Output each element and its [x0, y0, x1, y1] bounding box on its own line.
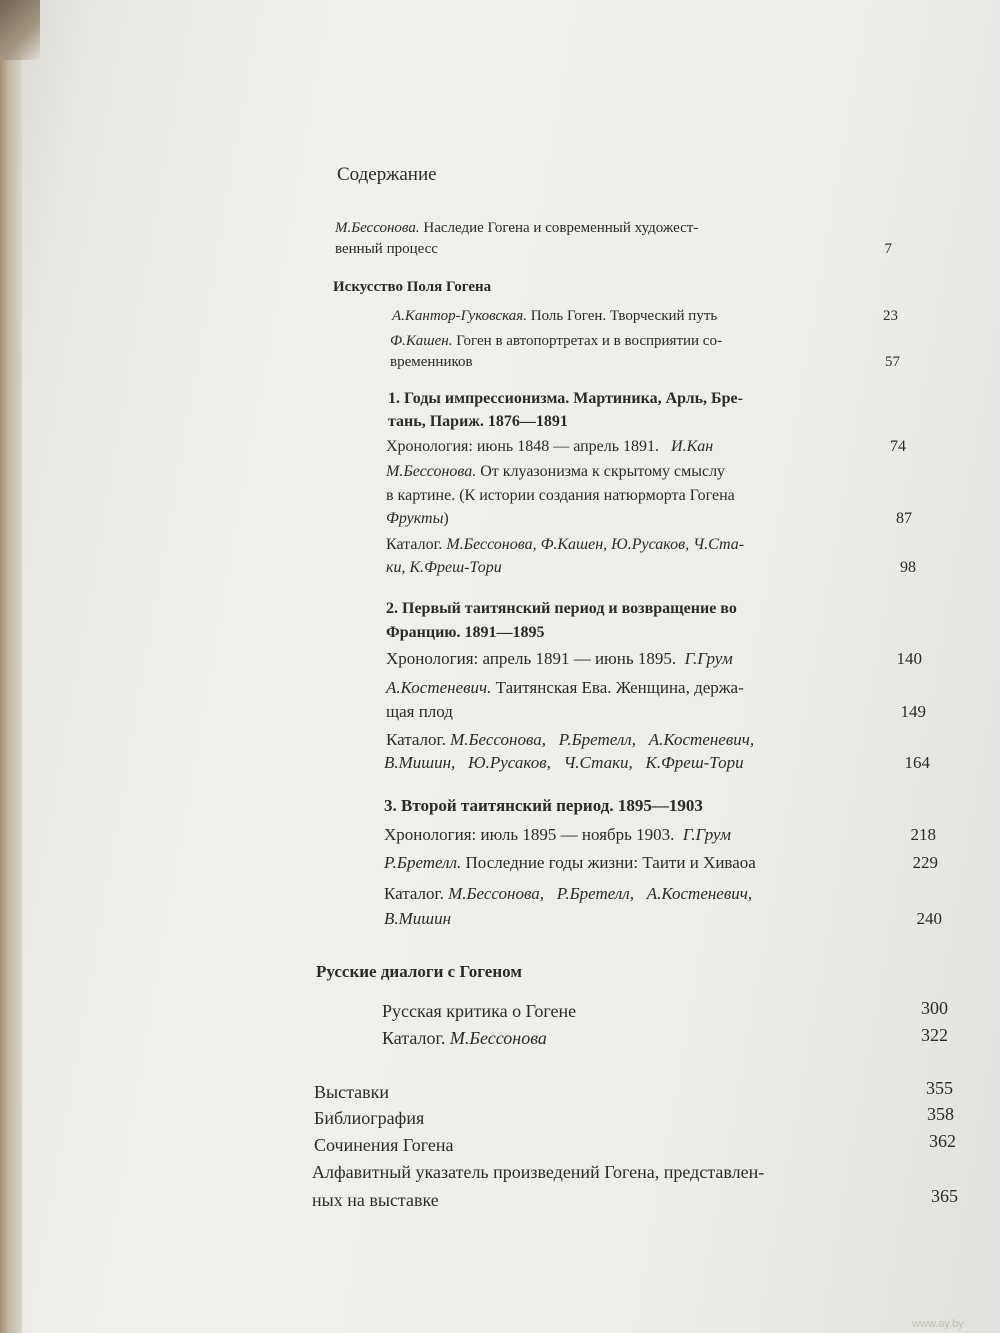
toc-entry-kostenevich-line1 — [386, 678, 744, 698]
entry-author: А.Кантор-Гуковская. — [392, 308, 527, 324]
entry-text: Хронология: июнь 1848 — апрель 1891. — [386, 438, 660, 455]
toc-entry-bessonova-line2: в картине. (К истории создания натюрморта Гогена — [386, 487, 735, 504]
entry-author: М.Бессонова. — [335, 220, 420, 236]
entry-label: Каталог. — [386, 536, 443, 553]
page-number: 355 — [926, 1078, 953, 1098]
entry-text: Поль Гоген. Творческий путь — [530, 308, 718, 324]
entry-text: Гоген в автопортретах и в восприятии со- — [456, 333, 722, 349]
page-number: 57 — [885, 354, 900, 370]
entry-author: Ф.Кашен. — [390, 333, 453, 349]
book-cover-corner — [0, 0, 40, 60]
page-number: 240 — [916, 909, 942, 928]
toc-entry-chronology-1 — [386, 438, 713, 456]
entry-text: Таитянская Ева. Женщина, держа- — [495, 678, 744, 697]
toc-entry-catalog1-line2: ки, К.Фреш-Тори — [386, 559, 502, 576]
entry-text: Хронология: июль 1895 — ноябрь 1903. — [384, 825, 675, 844]
toc-entry-catalog-russian — [382, 1028, 547, 1049]
toc-entry-catalog2-line1 — [386, 730, 754, 750]
page-number: 358 — [927, 1104, 954, 1124]
entry-label: Каталог. — [382, 1028, 446, 1048]
page-number: 140 — [896, 649, 922, 668]
entry-label: Каталог. — [386, 730, 446, 749]
toc-entry-russian-critique: Русская критика о Гогене — [382, 1001, 577, 1021]
entry-authors: М.Бессонова, Р.Бретелл, А.Костеневич, — [450, 730, 755, 749]
entry-authors: М.Бессонова, Ф.Кашен, Ю.Русаков, Ч.Ста- — [446, 536, 745, 553]
page-number: 149 — [900, 702, 926, 721]
page-number: 218 — [910, 825, 936, 844]
toc-entry-intro-line1 — [335, 220, 698, 237]
chapter1-heading-line2: тань, Париж. 1876—1891 — [388, 413, 568, 430]
page-number: 365 — [931, 1186, 958, 1206]
section-heading-part1: Искусство Поля Гогена — [333, 279, 492, 295]
toc-entry-chronology-2 — [386, 649, 733, 669]
page-number: 7 — [884, 241, 892, 257]
entry-author: И.Кан — [671, 438, 714, 455]
toc-entry-bibliography: Библиография — [314, 1108, 425, 1128]
section-heading-part2: Русские диалоги с Гогеном — [316, 962, 522, 981]
toc-entry-catalog3-line2: В.Мишин — [384, 909, 452, 928]
chapter2-heading-line2: Францию. 1891—1895 — [386, 624, 545, 641]
toc-entry-cachin-line2: временников — [390, 354, 473, 370]
toc-entry-kostenevich-line2: щая плод — [386, 702, 453, 721]
page-number: 322 — [921, 1025, 948, 1045]
page-number: 74 — [890, 438, 906, 455]
toc-entry-cantor — [392, 308, 717, 325]
page-number: 229 — [912, 853, 938, 872]
toc-title: Содержание — [337, 164, 437, 185]
entry-authors: М.Бессонова, Р.Бретелл, А.Костеневич, — [448, 884, 753, 903]
entry-author: Г.Грум — [684, 649, 733, 668]
entry-text: Последние годы жизни: Таити и Хиваоа — [465, 853, 756, 872]
toc-entry-bretell — [384, 853, 756, 873]
page-number: 87 — [896, 510, 912, 527]
entry-text: Наследие Гогена и современный художест- — [423, 220, 699, 236]
page-number: 23 — [883, 308, 898, 324]
page-number: 164 — [904, 753, 930, 772]
watermark: www.ay.by — [912, 1318, 964, 1330]
page-number: 98 — [900, 559, 916, 576]
entry-author: М.Бессонова. — [386, 463, 477, 480]
entry-text: От клуазонизма к скрытому смыслу — [480, 463, 726, 480]
toc-entry-cachin-line1 — [390, 333, 722, 350]
entry-author: Р.Бретелл. — [384, 853, 462, 872]
toc-entry-catalog1-line1 — [386, 536, 744, 554]
chapter2-heading-line1: 2. Первый таитянский период и возвращение во — [386, 600, 737, 617]
toc-entry-index-line2: ных на выставке — [312, 1190, 439, 1210]
toc-entry-intro-line2: венный процесс — [335, 241, 438, 257]
chapter1-heading-line1: 1. Годы импрессионизма. Мартиника, Арль, Бре- — [388, 390, 743, 407]
artwork-title: Фрукты — [386, 510, 444, 527]
entry-author: Г.Грум — [682, 825, 731, 844]
toc-entry-gauguin-writings: Сочинения Гогена — [314, 1135, 454, 1155]
toc-entry-bessonova-line3 — [386, 510, 449, 528]
entry-label: Каталог. — [384, 884, 444, 903]
toc-entry-catalog2-line2: В.Мишин, Ю.Русаков, Ч.Стаки, К.Фреш-Тори — [384, 753, 744, 772]
entry-author: М.Бессонова — [449, 1028, 547, 1048]
entry-text: ) — [443, 510, 449, 527]
entry-text: Хронология: апрель 1891 — июнь 1895. — [386, 649, 677, 668]
book-cover-edge — [0, 0, 22, 1333]
page-number: 300 — [921, 998, 948, 1018]
toc-entry-catalog3-line1 — [384, 884, 752, 904]
toc-entry-index-line1: Алфавитный указатель произведений Гогена, представлен- — [312, 1162, 765, 1182]
page-number: 362 — [929, 1131, 956, 1151]
toc-entry-chronology-3 — [384, 825, 731, 845]
chapter3-heading: 3. Второй таитянский период. 1895—1903 — [384, 796, 703, 815]
toc-entry-exhibitions: Выставки — [314, 1082, 390, 1102]
toc-entry-bessonova-line1 — [386, 463, 725, 481]
entry-author: А.Костеневич. — [386, 678, 492, 697]
